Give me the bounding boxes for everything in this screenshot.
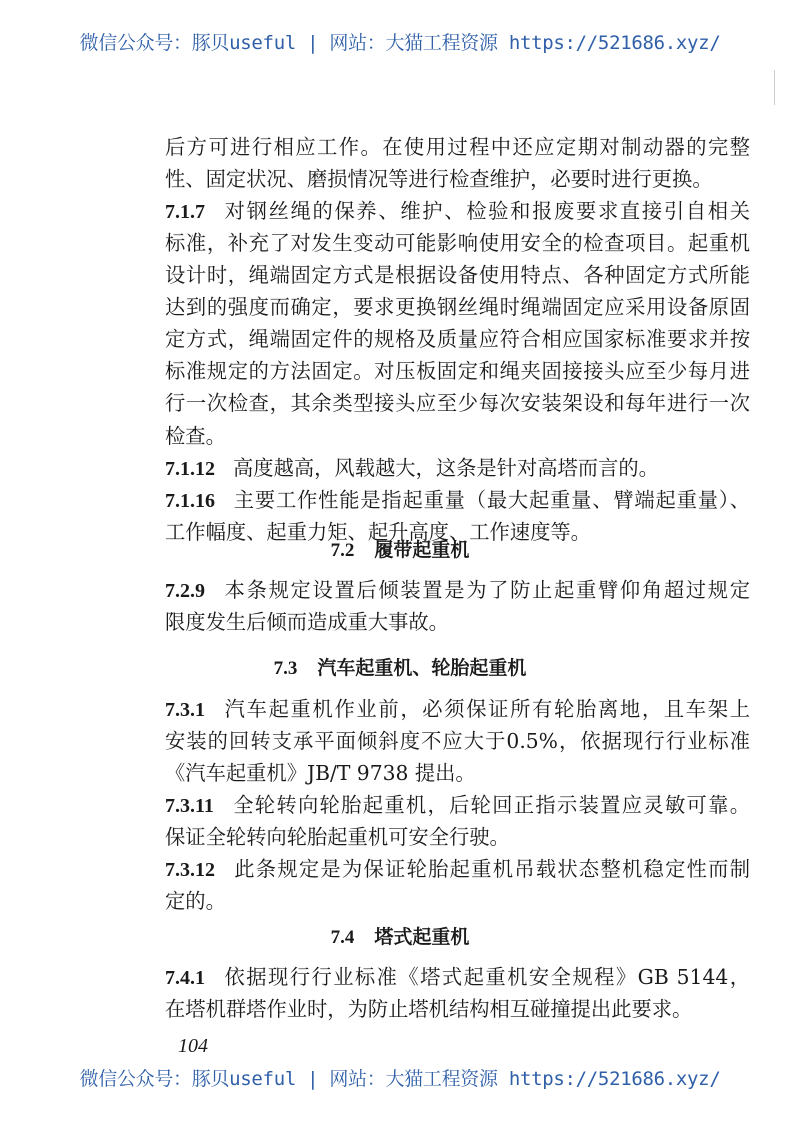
- line-text: 全轮转向轮胎起重机，后轮回正指示装置应灵敏可靠。: [231, 793, 750, 817]
- text-line: [165, 391, 750, 415]
- line-text: 行一次检查，其余类型接头应至少每次安装架设和每年进行一次: [165, 391, 750, 415]
- line-text: 保证全轮转向轮胎起重机可安全行驶。: [165, 825, 510, 849]
- line-text: 检查。: [165, 424, 226, 448]
- line-text: 限度发生后倾而造成重大事故。: [165, 610, 449, 634]
- heading-number: 7.3: [273, 658, 298, 679]
- text-line: [165, 135, 750, 159]
- text-line: [165, 167, 750, 191]
- line-text: 本条规定设置后倾装置是为了防止起重臂仰角超过规定: [223, 578, 750, 602]
- clause-number: 7.2.9: [165, 580, 205, 602]
- text-line: [165, 199, 750, 224]
- line-text: 设计时，绳端固定方式是根据设备使用特点、各种固定方式所能: [165, 263, 750, 287]
- clause-number: 7.1.12: [165, 458, 215, 480]
- clause-number: 7.3.1: [165, 699, 205, 721]
- line-text: 汽车起重机作业前，必须保证所有轮胎离地，且车架上: [223, 697, 750, 721]
- heading-title: 履带起重机: [374, 539, 470, 561]
- line-text: 依据现行行业标准《塔式起重机安全规程》GB 5144，: [223, 965, 750, 989]
- line-text: 高度越高，风载越大，这条是针对高塔而言的。: [233, 456, 659, 480]
- text-line: [165, 761, 750, 785]
- text-line: [165, 610, 750, 634]
- line-text: 在塔机群塔作业时，为防止塔机结构相互碰撞提出此要求。: [165, 997, 693, 1021]
- clause-number: 7.4.1: [165, 967, 205, 989]
- text-line: [165, 424, 750, 448]
- line-text: 标准，补充了对发生变动可能影响使用安全的检查项目。起重机: [165, 231, 750, 255]
- watermark-top: 微信公众号：豚贝useful | 网站：大猫工程资源 https://521686.xyz/: [79, 32, 721, 54]
- text-line: [165, 997, 750, 1021]
- clause-number: 7.1.16: [165, 490, 215, 512]
- section-heading-7-3: [0, 653, 800, 680]
- line-text: 安装的回转支承平面倾斜度不应大于0.5%，依据现行行业标准: [165, 729, 750, 753]
- clause-number: 7.3.12: [165, 859, 215, 881]
- section-heading-7-4: [0, 922, 800, 949]
- text-line: [165, 793, 750, 818]
- text-line: [165, 231, 750, 255]
- section-heading-7-2: [0, 535, 800, 562]
- text-line: [165, 889, 750, 913]
- text-line: [165, 697, 750, 722]
- clause-number: 7.3.11: [165, 795, 214, 817]
- text-line: [165, 488, 750, 513]
- line-text: 《汽车起重机》JB/T 9738 提出。: [165, 761, 476, 785]
- clause-number: 7.1.7: [165, 201, 205, 223]
- page-edge-mark: [774, 70, 775, 105]
- line-text: 对钢丝绳的保养、维护、检验和报废要求直接引自相关: [223, 199, 750, 223]
- watermark-bottom: 微信公众号：豚贝useful | 网站：大猫工程资源 https://521686.xyz/: [79, 1068, 721, 1090]
- line-text: 工作幅度、起重力矩、起升高度、工作速度等。: [165, 520, 591, 544]
- line-text: 达到的强度而确定，要求更换钢丝绳时绳端固定应采用设备原固: [165, 295, 750, 319]
- text-line: [165, 729, 750, 753]
- page-number: 104: [178, 1035, 208, 1057]
- line-text: 定的。: [165, 889, 226, 913]
- heading-title: 汽车起重机、轮胎起重机: [317, 657, 527, 679]
- line-text: 此条规定是为保证轮胎起重机吊载状态整机稳定性而制: [233, 857, 750, 881]
- heading-number: 7.2: [330, 540, 355, 561]
- text-line: [165, 295, 750, 319]
- text-line: [165, 263, 750, 287]
- text-line: [165, 359, 750, 383]
- line-text: 性、固定状况、磨损情况等进行检查维护，必要时进行更换。: [165, 167, 713, 191]
- text-line: [165, 456, 750, 481]
- line-text: 定方式，绳端固定件的规格及质量应符合相应国家标准要求并按: [165, 327, 750, 351]
- text-line: [165, 578, 750, 603]
- text-line: [165, 857, 750, 882]
- line-text: 后方可进行相应工作。在使用过程中还应定期对制动器的完整: [165, 135, 750, 159]
- line-text: 标准规定的方法固定。对压板固定和绳夹固接接头应至少每月进: [165, 359, 750, 383]
- text-line: [165, 825, 750, 849]
- text-line: [165, 965, 750, 990]
- line-text: 主要工作性能是指起重量（最大起重量、臂端起重量）、: [233, 488, 750, 512]
- heading-number: 7.4: [330, 927, 355, 948]
- text-line: [165, 327, 750, 351]
- heading-title: 塔式起重机: [374, 926, 470, 948]
